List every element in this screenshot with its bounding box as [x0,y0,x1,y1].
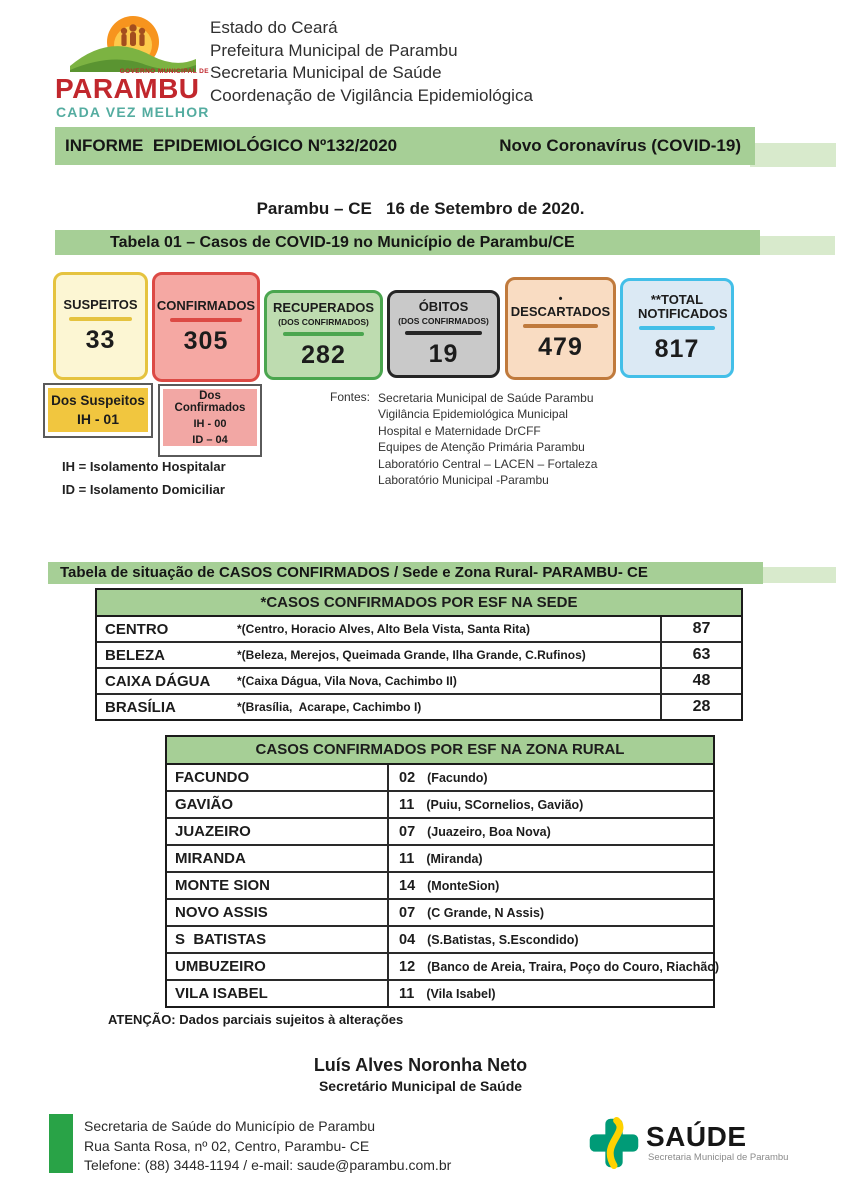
sede-table [95,588,743,721]
footer-phone-email-line: Telefone: (88) 3448-1194 / e-mail: saude@parambu.com.br [84,1157,452,1174]
stat-value: 282 [301,340,346,369]
stat-asterisk: • [558,292,563,305]
esf-count: 04 [399,931,416,948]
esf-count: 12 [399,958,416,975]
legend-id: ID = Isolamento Domiciliar [62,482,225,497]
esf-count: 07 [399,823,416,840]
esf-name: BRASÍLIA [105,698,176,716]
esf-count: 14 [399,877,416,894]
title-banner [55,127,755,165]
source-item: Equipes de Atenção Primária Parambu [378,440,585,455]
stat-card-descartados [505,277,616,380]
dateline: Parambu – CE 16 de Setembro de 2020. [256,199,585,218]
secretary-name: Luís Alves Noronha Neto [313,1055,528,1075]
banner-tail-2 [757,236,835,255]
org-line-prefeitura: Prefeitura Municipal de Parambu [210,40,458,60]
stat-value: 479 [538,332,583,361]
esf-count: 11 [399,850,415,867]
org-line-state: Estado do Ceará [210,18,338,37]
logo-city-name: PARAMBU [55,73,200,104]
stat-label: ÓBITOS [418,298,469,314]
rural-table-header: CASOS CONFIRMADOS POR ESF NA ZONA RURAL [167,737,713,765]
stat-underline [170,318,243,322]
saude-cross-icon [588,1116,640,1170]
stat-sublabel: (DOS CONFIRMADOS) [398,315,489,326]
abbreviation-legend [62,459,226,505]
footer-org-line: Secretaria de Saúde do Município de Parambu [84,1118,376,1134]
secretary-role: Secretário Municipal de Saúde [318,1078,523,1094]
table-row [167,844,713,871]
esf-areas: *(Caixa Dágua, Vila Nova, Cachimbo II) [237,674,457,688]
stat-card-suspeitos [53,272,148,380]
esf-count: 11 [399,796,415,813]
esf-areas: (Vila Isabel) [426,986,496,1001]
org-line-coordenacao: Coordenação de Vigilância Epidemiológica [210,85,533,105]
logo-gov-line: GOVERNO MUNICIPAL DE [119,68,209,75]
source-item: Secretaria Municipal de Saúde Parambu [378,391,594,405]
source-item: Laboratório Central – LACEN – Fortaleza [378,456,598,471]
stat-sublabel: (DOS CONFIRMADOS) [278,316,369,327]
stat-underline [639,326,716,330]
iso-line: IH - 01 [76,411,119,427]
tabela01-banner: Tabela 01 – Casos de COVID-19 no Município de Parambu/CE [55,230,760,255]
rural-table [165,735,720,1008]
stat-value: 33 [85,325,116,354]
table-row [97,693,741,719]
isolation-box-confirmados [158,384,262,457]
stat-label: SUSPEITOS [63,296,138,312]
esf-areas: (Juazeiro, Boa Nova) [427,824,551,839]
stat-value: 817 [654,334,700,363]
esf-areas: (Banco de Areia, Traira, Poço do Couro, Riachão) [427,959,720,974]
esf-areas: (Miranda) [426,851,483,866]
saude-logo-title: SAÚDE [646,1121,747,1152]
stat-card-obitos [387,290,500,378]
table-row [167,790,713,817]
parambu-crest-icon [63,12,203,72]
table-row [97,667,741,693]
table-row [167,979,713,1006]
sources-label: Fontes: [330,390,371,404]
esf-areas: (S.Batistas, S.Escondido) [427,932,579,947]
informe-number: INFORME EPIDEMIOLÓGICO Nº132/2020 [65,136,398,155]
table-row [167,952,720,979]
esf-areas: (Puiu, SCornelios, Gavião) [426,797,584,812]
stat-card-recuperados [264,290,383,380]
table-row [167,817,713,844]
source-item: Laboratório Municipal -Parambu [378,473,549,488]
stat-underline [283,332,364,336]
banner-tail-3 [760,567,836,583]
esf-name: BELEZA [105,646,165,664]
esf-count: 87 [660,617,741,641]
logo-tagline: CADA VEZ MELHOR [56,104,210,120]
esf-name: MIRANDA [175,850,246,867]
esf-name: VILA ISABEL [175,985,268,1002]
saude-logo-subtitle: Secretaria Municipal de Parambu [648,1152,789,1163]
esf-areas: (C Grande, N Assis) [427,905,545,920]
esf-name: NOVO ASSIS [175,904,268,921]
footer-accent-bar [49,1114,73,1173]
saude-logo [588,1110,788,1176]
source-item: Hospital e Maternidade DrCFF [378,423,541,438]
org-header-lines [210,17,533,107]
stat-value: 19 [428,339,459,368]
stat-underline [523,324,598,328]
org-line-secretaria: Secretaria Municipal de Saúde [210,63,442,82]
stat-label: DESCARTADOS [510,303,611,319]
esf-areas: (MonteSion) [427,878,500,893]
stat-label: CONFIRMADOS [156,297,256,313]
table-row [97,617,741,641]
table-row [167,898,713,925]
stat-value: 305 [183,326,229,355]
sede-table-header: *CASOS CONFIRMADOS POR ESF NA SEDE [97,590,741,617]
situacao-banner: Tabela de situação de CASOS CONFIRMADOS / Sede e Zona Rural- PARAMBU- CE [48,562,763,584]
stat-underline [405,331,481,335]
iso-title: Dos Confirmados [174,389,246,414]
esf-count: 28 [660,695,741,719]
legend-ih: IH = Isolamento Hospitalar [62,459,226,474]
esf-count: 02 [399,769,416,786]
stat-underline [69,317,132,321]
esf-name: GAVIÃO [175,796,234,813]
sources-block [330,390,597,488]
esf-name: S BATISTAS [175,931,267,948]
covid-label: Novo Coronavírus (COVID-19) [499,136,741,155]
table-row [167,925,713,952]
parambu-municipal-logo [55,12,213,120]
table-row [167,871,713,898]
banner-tail-1 [750,143,836,167]
esf-count: 11 [399,985,415,1002]
esf-areas: *(Brasília, Acarape, Cachimbo I) [237,700,422,714]
esf-count: 48 [660,669,741,693]
table-row [167,765,713,790]
attention-note: ATENÇÃO: Dados parciais sujeitos à alterações [108,1012,404,1027]
esf-areas: *(Beleza, Merejos, Queimada Grande, Ilha Grande, C.Rufinos) [237,648,586,662]
stat-label: RECUPERADOS [272,299,375,315]
footer-address-line: Rua Santa Rosa, nº 02, Centro, Parambu- CE [84,1137,370,1154]
stat-card-confirmados [152,272,260,382]
iso-title: Dos Suspeitos [51,393,145,408]
esf-areas: *(Centro, Horacio Alves, Alto Bela Vista, Santa Rita) [237,622,530,636]
footer-contact-block [84,1117,451,1176]
iso-line: IH - 00 [193,417,227,430]
source-item: Vigilância Epidemiológica Municipal [378,407,568,422]
esf-name: UMBUZEIRO [175,958,266,975]
stat-card-total-notificados [620,278,734,378]
esf-count: 07 [399,904,416,921]
isolation-box-suspeitos [43,383,153,438]
signature-block [0,1055,841,1094]
esf-name: FACUNDO [175,769,250,786]
iso-line: ID – 04 [192,433,228,446]
table-row [97,641,741,667]
esf-name: JUAZEIRO [175,823,251,840]
stat-label: **TOTAL NOTIFICADOS [638,291,728,321]
esf-name: CENTRO [105,620,169,638]
esf-areas: (Facundo) [427,770,488,785]
esf-name: MONTE SION [175,877,271,894]
esf-count: 63 [660,643,741,667]
esf-name: CAIXA DÁGUA [105,672,211,690]
